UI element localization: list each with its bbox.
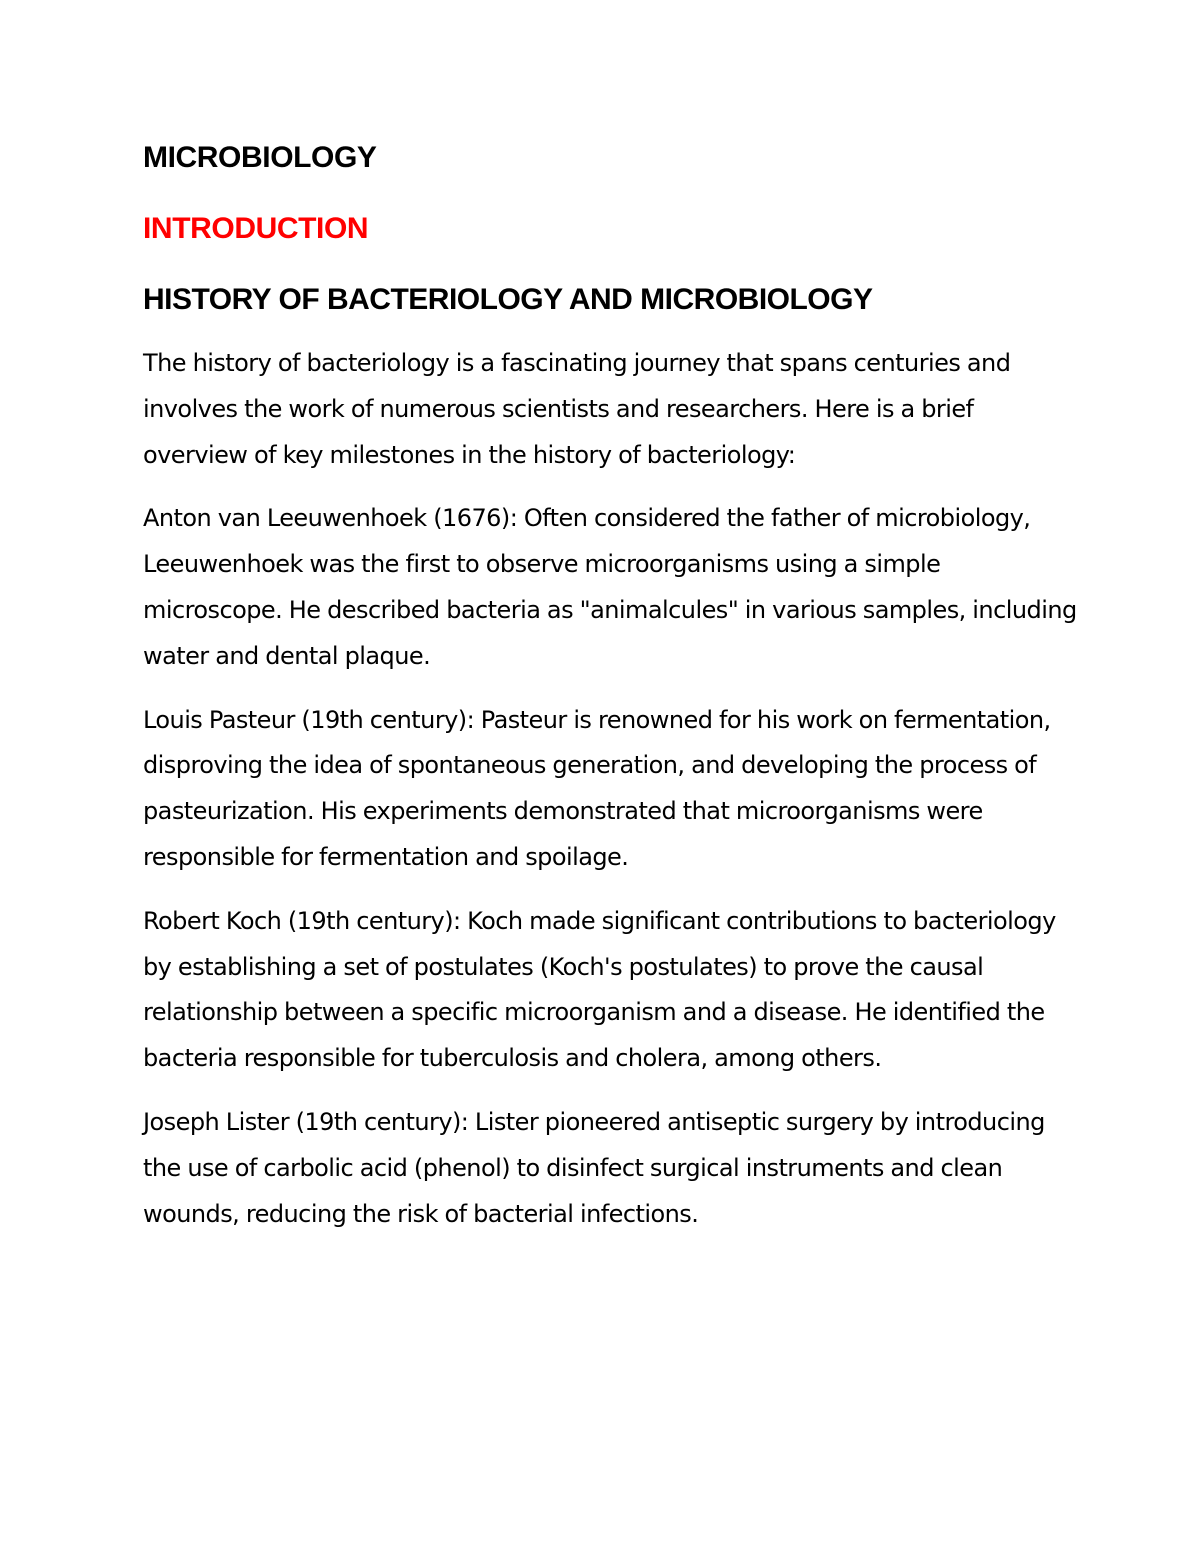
paragraph-leeuwenhoek: Anton van Leeuwenhoek (1676): Often considered the father of microbiology, Leeuwenhoek was the first to observe microorganisms using a simple microscope. He described bacteria as "animalcules" in various samples, including water and dental plaque. [143, 504, 1077, 670]
document-page [143, 140, 1078, 1255]
section-subtitle: INTRODUCTION [143, 212, 369, 245]
document-title: MICROBIOLOGY [143, 141, 377, 174]
paragraph-lister: Joseph Lister (19th century): Lister pioneered antiseptic surgery by introducing the use of carbolic acid (phenol) to disinfect surgical instruments and clean wounds, reducing the risk of bacterial infections. [143, 1107, 1045, 1228]
paragraph-intro: The history of bacteriology is a fascinating journey that spans centuries and involves the work of numerous scientists and researchers. Here is a brief overview of key milestones in the history of bacteriology: [143, 349, 1011, 469]
paragraph-pasteur: Louis Pasteur (19th century): Pasteur is renowned for his work on fermentation, disproving the idea of spontaneous generation, and developing the process of pasteurization. His experiments demonstrated that microorganisms were responsible for fermentation and spoilage. [143, 705, 1051, 871]
section-heading: HISTORY OF BACTERIOLOGY AND MICROBIOLOGY [143, 283, 873, 316]
paragraph-koch: Robert Koch (19th century): Koch made significant contributions to bacteriology by establishing a set of postulates (Koch's postulates) to prove the causal relationship between a specific microorganism and a disease. He identified the bacteria responsible for tuberculosis and cholera, among others. [143, 906, 1056, 1073]
